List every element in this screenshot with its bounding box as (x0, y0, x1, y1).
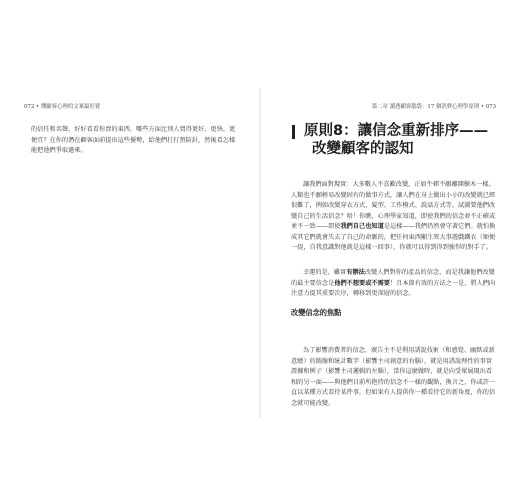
left-page-paragraph: 的信任和名聲，好好看看你賣的東西，哪些方面比別人賣得更好、更快、更便宜？在你的潛在顧客面前提出這些優勢，給他們打打預防針，然後看怎樣能把他們爭取過來。 (31, 126, 236, 154)
section-title (292, 122, 497, 158)
subheading: 改變信念的焦點 (291, 308, 342, 317)
title-accent-bar (292, 125, 295, 139)
right-paragraph-3: 為了影響消費者的信念，廣告主不是利用誘說技術（和感覺、幽默或新意總）的圖像和統計數字（影響主司創意的右腦），就是用誘說理性的事實證據和例子（影響主司邏輯的左腦），當你這麼做時，就是向受眾展現出看相的另一面——與他們目前所抱持的信念不一樣的觀點，換言之，你或許一直以某種方式看待某件事，但如果有人提供你一種看待它的新角度，你的信念就可能改變。 (291, 347, 496, 407)
p2-bold-text-2: 他們不想要或不需要 (334, 279, 390, 287)
right-page-header: 第二章 讀透顧客腦袋：17 個消費心理學原則 • 073 (371, 104, 496, 110)
p2-bold-text-1: 有辦法 (346, 269, 365, 276)
p1-text-after: 是這樣——我們仍然會守著它們。就怕換成其它們就會失去了自己的命脈的，把任何東西顯生死大事遊戲鐵衣（順便一提，自我意識對他就是這樣一回事），你就可以得到得到強悍的對手了。 (291, 223, 496, 251)
p1-bold-text: 我們自己也知道 (340, 223, 384, 230)
section-title-line-1: 原則8：讓信念重新排序—— (304, 123, 489, 139)
left-page-header: 072 • 懂顧客心理的文案最好賣 (24, 104, 101, 110)
right-paragraph-1 (291, 180, 497, 254)
right-paragraph-2 (291, 268, 497, 300)
p1-text-before: 讓我們面對現實：大多數人不喜歡改變，正如牛頓不願離開樹木一樣。人類也不願輕易改變固有的做事方式，讓人們在身上做出小小的改變就已經很難了，例如改變穿衣方式、髮型、工作模式、說話方式等。試圖要他們改變自己的生活信念？唔！你瞧，心理學家知道，即使我們的信念並不正確或並不一致——即使 (291, 181, 496, 230)
left-page (0, 0, 259, 500)
p2-text-after: ！且本節有效的方法之一是，將人們向注意力提其重要次序，轉移到更深層的信念。 (291, 279, 496, 297)
p2-text-middle: 改變人們對你的產品的信念，而是我讓他們改變的最主要信念是 (291, 269, 495, 287)
section-title-line-2: 改變顧客的認知 (312, 141, 414, 157)
p2-text-before: 幸運的是，雖實 (303, 269, 347, 276)
